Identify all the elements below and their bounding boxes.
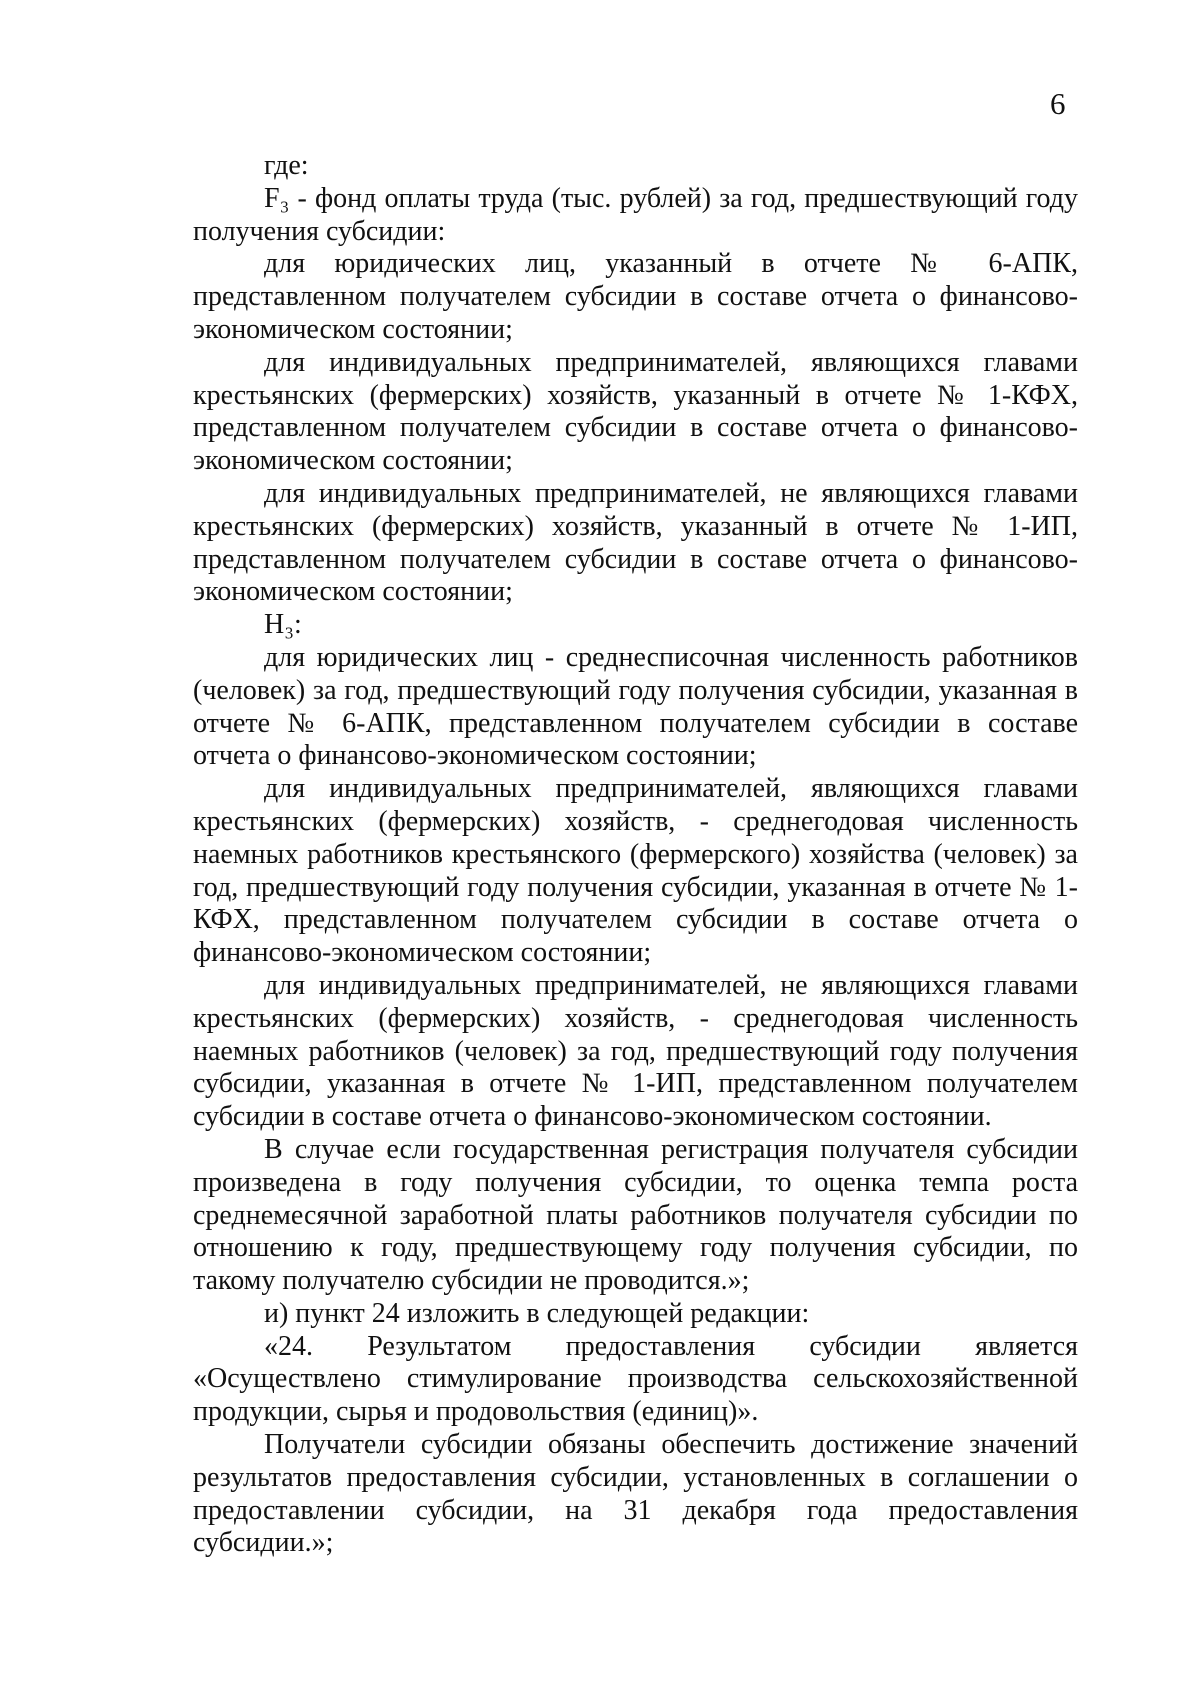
paragraph-registration-case: В случае если государственная регистрация получателя субсидии произведена в году получения субсидии, то оценка темпа роста среднемесячной заработной платы работников получателя субсидии по отношению к году, предшествующему году получения субсидии, по такому получателю субсидии не проводится.»; <box>193 1133 1078 1297</box>
paragraph-where: где: <box>264 150 309 181</box>
paragraph-h3-other-entrepreneurs: для индивидуальных предпринимателей, не являющихся главами крестьянских (фермерских) хозяйств, - среднегодовая численность наемных работников (человек) за год, предшествующий году получения субсидии, указанная в отчете № 1-ИП, представленном получателем субсидии в составе отчета о финансово-экономическом состоянии. <box>193 969 1078 1133</box>
paragraph-f3-definition: F₃ - фонд оплаты труда (тыс. рублей) за год, предшествующий году получения субсидии: <box>193 182 1078 247</box>
paragraph-item-i: и) пункт 24 изложить в следующей редакции: <box>264 1297 810 1329</box>
paragraph-h3-legal-entities: для юридических лиц - среднесписочная численность работников (человек) за год, предшествующий году получения субсидии, указанная в отчете № 6-АПК, представленном получателем субсидии в составе отчета о финансово-экономическом состоянии; <box>193 641 1078 772</box>
paragraph-f3-farm-heads: для индивидуальных предпринимателей, являющихся главами крестьянских (фермерских) хозяйств, указанный в отчете № 1-КФХ, представленном получателем субсидии в составе отчета о финансово-экономическом состоянии; <box>193 346 1078 477</box>
paragraph-f3-other-entrepreneurs: для индивидуальных предпринимателей, не являющихся главами крестьянских (фермерских) хозяйств, указанный в отчете № 1-ИП, представленном получателем субсидии в составе отчета о финансово-экономическом состоянии; <box>193 477 1078 608</box>
paragraph-f3-legal-entities: для юридических лиц, указанный в отчете № 6-АПК, представленном получателем субсидии в составе отчета о финансово-экономическом состоянии; <box>193 248 1078 345</box>
page-number: 6 <box>1050 86 1066 121</box>
paragraph-point-24: «24. Результатом предоставления субсидии является «Осуществлено стимулирование производства сельскохозяйственной продукции, сырья и продовольствия (единиц)». <box>193 1330 1078 1428</box>
paragraph-h3-farm-heads: для индивидуальных предпринимателей, являющихся главами крестьянских (фермерских) хозяйств, - среднегодовая численность наемных работников крестьянского (фермерского) хозяйства (человек) за год, предшествующий году получения субсидии, указанная в отчете № 1-КФХ, представленном получателем субсидии в составе отчета о финансово-экономическом состоянии; <box>193 773 1078 969</box>
document-body <box>193 150 1078 1560</box>
paragraph-h3-label: Н₃: <box>264 609 302 641</box>
paragraph-recipients-obligation: Получатели субсидии обязаны обеспечить достижение значений результатов предоставления субсидии, установленных в соглашении о предоставлении субсидии, на 31 декабря года предоставления субсидии.»; <box>193 1429 1078 1559</box>
